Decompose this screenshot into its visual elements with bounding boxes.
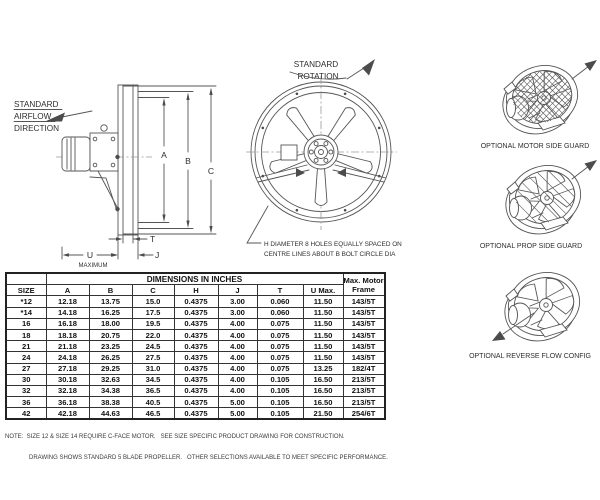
table-cell: 0.075 xyxy=(257,352,303,363)
table-cell: 0.105 xyxy=(257,408,303,420)
table-row xyxy=(6,307,385,318)
table-cell: 27.18 xyxy=(46,363,89,374)
table-cell: 29.25 xyxy=(89,363,132,374)
table-cell: 13.75 xyxy=(89,296,132,307)
table-cell: 16.50 xyxy=(303,397,343,408)
rotation-label-line2: ROTATION xyxy=(297,72,339,81)
table-cell: 11.50 xyxy=(303,329,343,340)
optional-prop-side-guard-label: OPTIONAL PROP SIDE GUARD xyxy=(479,243,583,250)
table-row xyxy=(6,408,385,420)
table-cell: 0.075 xyxy=(257,329,303,340)
airflow-direction-arrow-icon xyxy=(45,111,92,122)
table-cell: 26.25 xyxy=(89,352,132,363)
table-cell: 4.00 xyxy=(218,329,257,340)
table-cell: 16.18 xyxy=(46,318,89,329)
table-cell: 16.50 xyxy=(303,385,343,396)
table-cell: 0.105 xyxy=(257,385,303,396)
table-cell: 16.50 xyxy=(303,374,343,385)
table-cell: 23.25 xyxy=(89,341,132,352)
group-header: DIMENSIONS IN INCHES xyxy=(46,273,343,285)
table-cell: 21.18 xyxy=(46,341,89,352)
table-cell: 16.25 xyxy=(89,307,132,318)
optional-reverse-flow-figure xyxy=(469,263,591,360)
table-cell: 24.5 xyxy=(132,341,174,352)
table-cell: 30 xyxy=(6,374,46,385)
table-cell: 143/5T xyxy=(343,352,385,363)
hole-note-line2: CENTRE LINES ABOUT B BOLT CIRCLE DIA xyxy=(264,251,396,258)
table-cell: 11.50 xyxy=(303,318,343,329)
table-cell: 46.5 xyxy=(132,408,174,420)
table-cell: 11.50 xyxy=(303,307,343,318)
table-cell: 34.38 xyxy=(89,385,132,396)
motor-frame-header-line2: Frame xyxy=(352,284,375,294)
table-cell: 16 xyxy=(6,318,46,329)
table-cell: 11.50 xyxy=(303,341,343,352)
optional-reverse-flow-label: OPTIONAL REVERSE FLOW CONFIG xyxy=(469,353,591,360)
table-cell: 27 xyxy=(6,363,46,374)
table-row xyxy=(6,296,385,307)
table-cell: 36.5 xyxy=(132,385,174,396)
table-cell: 0.4375 xyxy=(174,408,218,420)
table-cell: 213/5T xyxy=(343,385,385,396)
table-cell: 0.4375 xyxy=(174,374,218,385)
table-cell: 36.18 xyxy=(46,397,89,408)
table-cell: 0.075 xyxy=(257,341,303,352)
table-cell: 42.18 xyxy=(46,408,89,420)
table-cell: 36 xyxy=(6,397,46,408)
airflow-label-line2: AIRFLOW xyxy=(14,112,52,121)
table-cell: 24 xyxy=(6,352,46,363)
motor-frame-header xyxy=(343,273,385,296)
table-cell: 0.4375 xyxy=(174,397,218,408)
table-cell: 32.63 xyxy=(89,374,132,385)
table-column-header-row xyxy=(6,285,385,296)
table-cell: 32.18 xyxy=(46,385,89,396)
size-header: SIZE xyxy=(6,285,46,296)
table-cell: 0.075 xyxy=(257,363,303,374)
motor-frame-header-line1: Max. Motor xyxy=(343,275,384,285)
table-cell: 3.00 xyxy=(218,307,257,318)
optional-motor-side-guard-label: OPTIONAL MOTOR SIDE GUARD xyxy=(480,143,590,150)
table-cell: 12.18 xyxy=(46,296,89,307)
table-cell: 0.105 xyxy=(257,397,303,408)
table-cell: 40.5 xyxy=(132,397,174,408)
airflow-label-line1: STANDARD xyxy=(14,100,59,109)
footnotes xyxy=(5,420,388,469)
dim-label-u: U xyxy=(86,250,94,260)
optional-prop-side-guard-figure xyxy=(480,156,597,250)
dim-label-t: T xyxy=(150,234,156,244)
table-row xyxy=(6,329,385,340)
table-row xyxy=(6,318,385,329)
airflow-label-line3: DIRECTION xyxy=(14,124,60,133)
table-cell: 4.00 xyxy=(218,341,257,352)
table-cell: 143/5T xyxy=(343,307,385,318)
table-cell: 21.50 xyxy=(303,408,343,420)
table-cell: 44.63 xyxy=(89,408,132,420)
table-cell: 19.5 xyxy=(132,318,174,329)
table-cell: 0.060 xyxy=(257,307,303,318)
table-cell: 143/5T xyxy=(343,341,385,352)
table-cell: 0.4375 xyxy=(174,363,218,374)
rotation-label-line1: STANDARD xyxy=(293,60,339,69)
footnote-line2: DRAWING SHOWS STANDARD 5 BLADE PROPELLER. OTHER SELECTIONS AVAILABLE TO MEET SPECIFIC PERFORMANCE. xyxy=(29,455,388,461)
col-header-t: T xyxy=(257,285,303,296)
u-maximum-label: MAXIMUM xyxy=(78,263,108,269)
table-cell: 0.060 xyxy=(257,296,303,307)
table-row xyxy=(6,374,385,385)
table-cell: 13.25 xyxy=(303,363,343,374)
table-cell: 27.5 xyxy=(132,352,174,363)
col-header-u-max: U Max. xyxy=(303,285,343,296)
col-header-c: C xyxy=(132,285,174,296)
table-cell: 0.075 xyxy=(257,318,303,329)
table-cell: 143/5T xyxy=(343,329,385,340)
table-cell: 0.4375 xyxy=(174,307,218,318)
optional-motor-side-guard-figure xyxy=(481,56,597,150)
table-cell: 4.00 xyxy=(218,363,257,374)
table-cell: 11.50 xyxy=(303,296,343,307)
table-cell: 14.18 xyxy=(46,307,89,318)
table-cell: 0.4375 xyxy=(174,296,218,307)
table-cell: 143/5T xyxy=(343,318,385,329)
table-body xyxy=(6,296,385,420)
table-cell: 22.0 xyxy=(132,329,174,340)
table-cell: 0.105 xyxy=(257,374,303,385)
col-header-h: H xyxy=(174,285,218,296)
dim-label-a: A xyxy=(161,150,167,160)
table-cell: 34.5 xyxy=(132,374,174,385)
col-header-j: J xyxy=(218,285,257,296)
table-cell: 38.38 xyxy=(89,397,132,408)
col-header-a: A xyxy=(46,285,89,296)
table-cell: 4.00 xyxy=(218,352,257,363)
table-cell: 182/4T xyxy=(343,363,385,374)
table-cell: 5.00 xyxy=(218,397,257,408)
table-row xyxy=(6,363,385,374)
table-cell: 4.00 xyxy=(218,385,257,396)
dim-label-j: J xyxy=(155,250,160,260)
table-cell: 30.18 xyxy=(46,374,89,385)
table-cell: 213/5T xyxy=(343,374,385,385)
table-cell: 15.0 xyxy=(132,296,174,307)
table-cell: 4.00 xyxy=(218,318,257,329)
table-cell: 17.5 xyxy=(132,307,174,318)
table-row xyxy=(6,341,385,352)
table-cell: 4.00 xyxy=(218,374,257,385)
table-cell: 31.0 xyxy=(132,363,174,374)
side-view-drawing xyxy=(14,85,216,269)
front-view-drawing xyxy=(246,59,402,258)
table-row xyxy=(6,385,385,396)
table-cell: 143/5T xyxy=(343,296,385,307)
footnote-line1: NOTE: SIZE 12 & SIZE 14 REQUIRE C-FACE MOTOR. SEE SIZE SPECIFIC PRODUCT DRAWING FOR CONSTRUCTION. xyxy=(5,434,345,440)
table-cell: 18.18 xyxy=(46,329,89,340)
table-cell: 21 xyxy=(6,341,46,352)
hole-note-line1: H DIAMETER 8 HOLES EQUALLY SPACED ON xyxy=(264,241,402,248)
table-cell: 18.00 xyxy=(89,318,132,329)
table-cell: 3.00 xyxy=(218,296,257,307)
table-cell: 0.4375 xyxy=(174,385,218,396)
table-cell: 32 xyxy=(6,385,46,396)
empty-corner-cell xyxy=(6,273,46,285)
table-cell: *14 xyxy=(6,307,46,318)
dim-label-c: C xyxy=(207,166,215,176)
hub xyxy=(304,135,338,169)
table-cell: 254/6T xyxy=(343,408,385,420)
table-row xyxy=(6,352,385,363)
table-cell: 20.75 xyxy=(89,329,132,340)
table-group-header-row xyxy=(6,273,385,285)
table-cell: 5.00 xyxy=(218,408,257,420)
table-cell: 213/5T xyxy=(343,397,385,408)
col-header-b: B xyxy=(89,285,132,296)
table-row xyxy=(6,397,385,408)
table-cell: 0.4375 xyxy=(174,352,218,363)
table-cell: 18 xyxy=(6,329,46,340)
dimensions-table xyxy=(5,272,386,420)
table-cell: 11.50 xyxy=(303,352,343,363)
dim-label-b: B xyxy=(185,156,191,166)
table-cell: 0.4375 xyxy=(174,341,218,352)
table-cell: 0.4375 xyxy=(174,318,218,329)
table-cell: *12 xyxy=(6,296,46,307)
table-cell: 0.4375 xyxy=(174,329,218,340)
table-cell: 24.18 xyxy=(46,352,89,363)
table-cell: 42 xyxy=(6,408,46,420)
